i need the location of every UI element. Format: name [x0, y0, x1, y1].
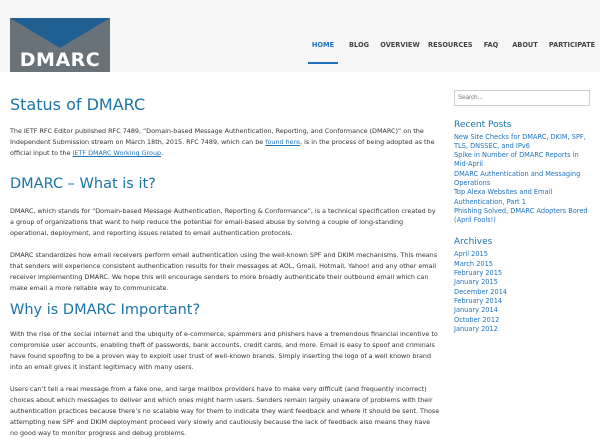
recent-post-link[interactable]: DMARC Authentication and Messaging Operations	[454, 169, 581, 187]
recent-posts-list	[454, 133, 590, 226]
nav-overview[interactable]: OVERVIEW	[380, 41, 420, 49]
archive-link[interactable]: October 2012	[454, 315, 500, 324]
archive-link[interactable]: December 2014	[454, 287, 508, 296]
nav-participate[interactable]: PARTICIPATE	[548, 41, 596, 49]
nav-home[interactable]: HOME	[308, 30, 338, 64]
status-text-2: , is in the process of being adopted as the official input to the	[10, 138, 435, 157]
logo-text: DMARC	[19, 49, 101, 71]
site-header	[0, 0, 600, 72]
status-text-3: .	[161, 149, 164, 157]
why-paragraph-1: With the rise of the social internet and the ubiquity of e-commerce, spammers and phishers have a tremendous financial incentive to compromise user accounts, enabling theft of passwords, bank accounts, credit cards, and more. Email is easy to spoof and criminals have found spoofing to be a proven way to exploit user trust of well-known brands. Simply inserting the logo of a well known brand into an email gives it instant legitimacy with many users.	[10, 330, 438, 371]
archive-link[interactable]: April 2015	[454, 250, 488, 259]
recent-post-link[interactable]: Top Alexa Websites and Email Authentication, Part 1	[454, 188, 553, 206]
nav-about[interactable]: ABOUT	[512, 41, 538, 49]
main-content	[10, 95, 440, 439]
archive-link[interactable]: March 2015	[454, 259, 493, 268]
status-paragraph	[10, 126, 440, 159]
recent-post-link[interactable]: New Site Checks for DMARC, DKIM, SPF, TLS, DNSSEC, and IPv6	[454, 132, 586, 150]
status-text-1: The IETF RFC Editor published RFC 7489, “Domain-based Message Authentication, Reporting, and Conformance (DMARC)” on the Independent Submission stream on March 18th, 2015. RFC 7489, which can be	[10, 127, 424, 146]
status-heading: Status of DMARC	[10, 95, 146, 114]
recent-post-link[interactable]: Spike in Number of DMARC Reports in Mid-April	[454, 151, 579, 169]
nav-resources[interactable]: RESOURCES	[428, 41, 473, 49]
archive-link[interactable]: February 2014	[454, 296, 503, 305]
nav-faq[interactable]: FAQ	[483, 41, 499, 49]
archive-link[interactable]: January 2014	[454, 306, 498, 315]
recent-post-link[interactable]: Phishing Solved, DMARC Adopters Bored (April Fools!)	[454, 206, 588, 225]
archives-widget	[454, 237, 590, 334]
recent-posts-widget	[454, 120, 590, 226]
archive-link[interactable]: January 2012	[454, 324, 498, 333]
what-paragraph-2: DMARC standardizes how email receivers perform email authentication using the well-known SPF and DKIM mechanisms. This means that senders will experience consistent authentication results for their messages at AOL, Gmail, Hotmail, Yahoo! and any other email receiver implementing DMARC. We hope this will encourage senders to more broadly authenticate their outbound email which can make email a more reliable way to communicate.	[10, 251, 438, 292]
dmarc-logo[interactable]	[10, 18, 110, 72]
why-paragraph-2: Users can’t tell a real message from a fake one, and large mailbox providers have to make very difficult (and frequently incorrect) choices about which messages to deliver and which ones might harm users. Senders remain largely unaware of problems with their authentication practices because there’s no scalable way for them to indicate they want feedback and where it should be sent. Those attempting new SPF and DKIM deployment proceed very slowly and cautiously because the lack of feedback also means they have no good way to monitor progress and debug problems.	[10, 385, 440, 437]
nav-blog[interactable]: BLOG	[348, 41, 369, 49]
archive-link[interactable]: January 2015	[454, 278, 498, 287]
what-paragraph-1: DMARC, which stands for “Domain-based Message Authentication, Reporting & Conformance”, is a technical specification created by a group of organizations that want to help reduce the potential for email-based abuse by solving a couple of long-standing operational, deployment, and reporting issues related to email authentication protocols.	[10, 207, 436, 237]
search-input[interactable]	[454, 90, 590, 106]
ietf-wg-link[interactable]: IETF DMARC Working Group	[72, 149, 162, 157]
archives-title: Archives	[454, 237, 493, 248]
why-heading: Why is DMARC Important?	[10, 302, 201, 318]
archives-list	[454, 250, 590, 334]
sidebar	[454, 84, 590, 346]
what-heading: DMARC – What is it?	[10, 176, 156, 192]
archive-link[interactable]: February 2015	[454, 269, 503, 278]
recent-posts-title: Recent Posts	[454, 119, 512, 130]
found-here-link[interactable]: found here	[265, 138, 301, 146]
